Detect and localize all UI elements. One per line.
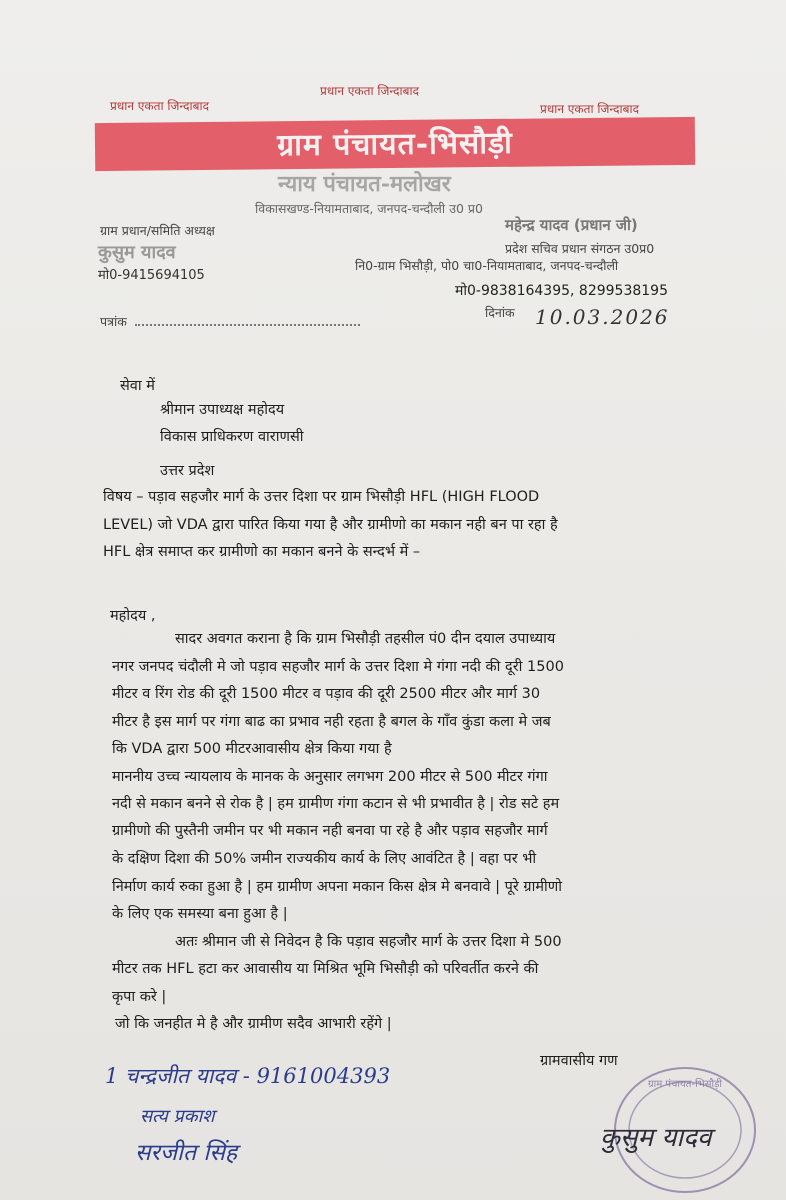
letterhead-subtitle: न्याय पंचायत-मलोखर [278, 171, 451, 197]
body-line: के लिए एक समस्या बना हुआ है | [112, 906, 288, 922]
pradhan-role: ग्राम प्रधान/समिति अध्यक्ष [100, 223, 215, 238]
pradhan-signature: कुसुम यादव [600, 1123, 712, 1153]
body-line: नगर जनपद चंदौली मे जो पड़ाव सहजौर मार्ग के उत्तर दिशा मे गंगा नदी की दूरी 1500 [112, 659, 564, 675]
subject-line-1: विषय – पड़ाव सहजौर मार्ग के उत्तर दिशा पर ग्राम भिसौड़ी HFL (HIGH FLOOD [103, 489, 540, 505]
letterhead-tag-center: प्रधान एकता जिन्दाबाद [320, 84, 419, 98]
body-line: अतः श्रीमान जी से निवेदन है कि पड़ाव सहजौर मार्ग के उत्तर दिशा मे 500 [175, 934, 562, 950]
letterhead-address: विकासखण्ड-नियामताबाद, जनपद-चन्दौली उ0 प्र0 [255, 201, 483, 216]
letterhead-title: ग्राम पंचायत-भिसौड़ी [277, 125, 513, 164]
address-line-4: उत्तर प्रदेश [160, 463, 215, 479]
secretary-name: महेन्द्र यादव (प्रधान जी) [505, 216, 638, 234]
secretary-role: प्रदेश सचिव प्रधान संगठन उ0प्र0 [505, 241, 655, 256]
date-label: दिनांक [485, 305, 515, 320]
address-line-3: विकास प्राधिकरण वाराणसी [160, 429, 304, 445]
address-line-2: श्रीमान उपाध्यक्ष महोदय [160, 402, 285, 418]
pradhan-mobile: मो0-9415694105 [98, 268, 205, 283]
letterhead-tag-left: प्रधान एकता जिन्दाबाद [110, 99, 209, 113]
secretary-address: नि0-ग्राम भिसौड़ी, पो0 चा0-नियामताबाद, जनपद-चन्दौली [355, 258, 619, 273]
handwritten-name-3: सरजीत सिंह [135, 1140, 238, 1166]
reference-label: पत्रांक [100, 314, 127, 329]
body-line: के दक्षिण दिशा की 50% जमीन राज्यकीय कार्य के लिए आवंटित है | वहा पर भी [112, 851, 537, 867]
body-line: माननीय उच्च न्यायलाय के मानक के अनुसार लगभग 200 मीटर से 500 मीटर गंगा [112, 769, 548, 785]
letterhead-banner [95, 117, 695, 171]
body-line: जो कि जनहीत मे है और ग्रामीण सदैव आभारी रहेंगे | [115, 1016, 392, 1032]
body-line: कि VDA द्वारा 500 मीटरआवासीय क्षेत्र किया गया है [112, 741, 392, 757]
body-line: नदी से मकान बनने से रोक है | हम ग्रामीण गंगा कटान से भी प्रभावीत है | रोड सटे हम [112, 796, 560, 812]
body-line: मीटर है इस मार्ग पर गंगा बाढ का प्रभाव नही रहता है बगल के गाँव कुंडा कला मे जब [112, 714, 551, 730]
stamp-text: ग्राम पंचायत-भिसौड़ी [647, 1079, 723, 1090]
date-value: 10.03.2026 [535, 305, 670, 329]
subject-line-3: HFL क्षेत्र समाप्त कर ग्रामीणो का मकान बनने के सन्दर्भ में – [103, 544, 421, 560]
subject-line-2: LEVEL) जो VDA द्वारा पारित किया गया है और ग्रामीणो का मकान नही बन पा रहा है [103, 517, 558, 533]
letterhead-tag-right: प्रधान एकता जिन्दाबाद [540, 102, 639, 116]
body-line: मीटर तक HFL हटा कर आवासीय या मिश्रित भूमि भिसौड़ी को परिवर्तीत करने की [112, 961, 539, 977]
handwritten-name-phone: 1 चन्द्रजीत यादव - 9161004393 [105, 1064, 391, 1088]
body-line: सादर अवगत कराना है कि ग्राम भिसौड़ी तहसील पं0 दीन दयाल उपाध्याय [175, 631, 556, 647]
signoff: ग्रामवासीय गण [540, 1053, 618, 1069]
body-line: मीटर व रिंग रोड की दूरी 1500 मीटर व पड़ाव की दूरी 2500 मीटर और मार्ग 30 [112, 686, 541, 702]
secretary-mobile: मो0-9838164395, 8299538195 [455, 283, 669, 299]
body-line: निर्माण कार्य रुका हुआ है | हम ग्रामीण अपना मकान किस क्षेत्र मे बनवावे | पूरे ग्रामीणो [112, 879, 562, 895]
address-line-1: सेवा में [120, 378, 155, 394]
salutation: महोदय , [110, 608, 156, 624]
body-line: ग्रामीणो की पुस्तैनी जमीन पर भी मकान नही बनवा पा रहे है और पड़ाव सहजौर मार्ग [112, 823, 548, 839]
pradhan-name: कुसुम यादव [98, 242, 176, 263]
reference-line [135, 324, 360, 326]
handwritten-name-2: सत्य प्रकाश [140, 1106, 215, 1127]
body-line: कृपा करे | [112, 989, 167, 1005]
